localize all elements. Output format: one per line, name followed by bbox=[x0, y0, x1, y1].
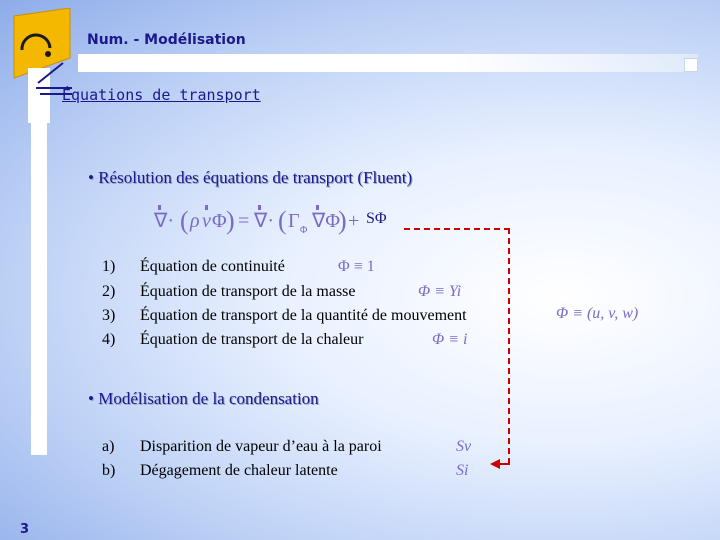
math-phi-yi: Φ ≡ Yi bbox=[418, 283, 462, 300]
svg-text:(: ( bbox=[180, 206, 189, 235]
list-label: Équation de transport de la masse bbox=[140, 283, 356, 300]
arrow-line-vertical bbox=[508, 228, 510, 464]
page-number: 3 bbox=[20, 522, 30, 537]
list-label: Équation de transport de la quantité de mouvement bbox=[140, 307, 467, 324]
arrow-line-top bbox=[404, 228, 510, 230]
list-number: 3) bbox=[102, 307, 116, 324]
svg-text:Φ: Φ bbox=[300, 225, 308, 236]
list-number: 2) bbox=[102, 283, 116, 300]
list-label: Dégagement de chaleur latente bbox=[140, 462, 338, 479]
transport-equation bbox=[150, 203, 380, 237]
math-phi-uvw: Φ ≡ (u, v, w) bbox=[556, 305, 639, 322]
list-number: a) bbox=[102, 438, 115, 455]
list-item bbox=[102, 331, 363, 349]
list-item bbox=[102, 462, 338, 480]
header-square bbox=[684, 58, 698, 72]
list-number: 4) bbox=[102, 331, 116, 348]
list-item bbox=[102, 438, 382, 456]
svg-text:v: v bbox=[202, 210, 211, 232]
math-sv: Sv bbox=[456, 438, 472, 455]
svg-text:): ) bbox=[226, 206, 235, 235]
side-bar bbox=[31, 110, 47, 455]
math-phi-1: Φ ≡ 1 bbox=[338, 258, 375, 275]
list-number: b) bbox=[102, 462, 116, 479]
section-title-condensation: • Modélisation de la condensation bbox=[88, 389, 319, 408]
list-label: Disparition de vapeur d’eau à la paroi bbox=[140, 438, 382, 455]
logo-icon bbox=[8, 8, 78, 123]
svg-text:ρ: ρ bbox=[190, 210, 200, 232]
arrow-line-bottom bbox=[500, 463, 510, 465]
list-item bbox=[102, 283, 356, 301]
svg-text:Φ: Φ bbox=[212, 210, 227, 232]
math-phi-i: Φ ≡ i bbox=[432, 331, 468, 348]
list-item bbox=[102, 258, 285, 276]
svg-text:(: ( bbox=[278, 206, 287, 235]
svg-text:): ) bbox=[338, 206, 347, 235]
source-term: SΦ bbox=[366, 210, 387, 227]
svg-text:Γ: Γ bbox=[288, 210, 300, 232]
section-title-resolution: • Résolution des équations de transport (Fluent) bbox=[88, 168, 413, 187]
svg-text:∇·: ∇· bbox=[254, 210, 275, 232]
list-number: 1) bbox=[102, 258, 116, 275]
list-label: Équation de continuité bbox=[140, 258, 285, 275]
svg-text:+: + bbox=[348, 210, 360, 232]
list-item bbox=[102, 307, 467, 325]
header-bar bbox=[78, 54, 698, 72]
header-title: Num. - Modélisation bbox=[87, 32, 246, 48]
svg-text:∇·: ∇· bbox=[154, 210, 175, 232]
list-label: Équation de transport de la chaleur bbox=[140, 331, 364, 348]
subtitle: Équations de transport bbox=[62, 86, 261, 104]
arrow-head-icon bbox=[490, 459, 500, 469]
svg-text:∇Φ: ∇Φ bbox=[312, 210, 340, 232]
math-si: Si bbox=[456, 462, 469, 479]
svg-text:=: = bbox=[238, 210, 250, 232]
